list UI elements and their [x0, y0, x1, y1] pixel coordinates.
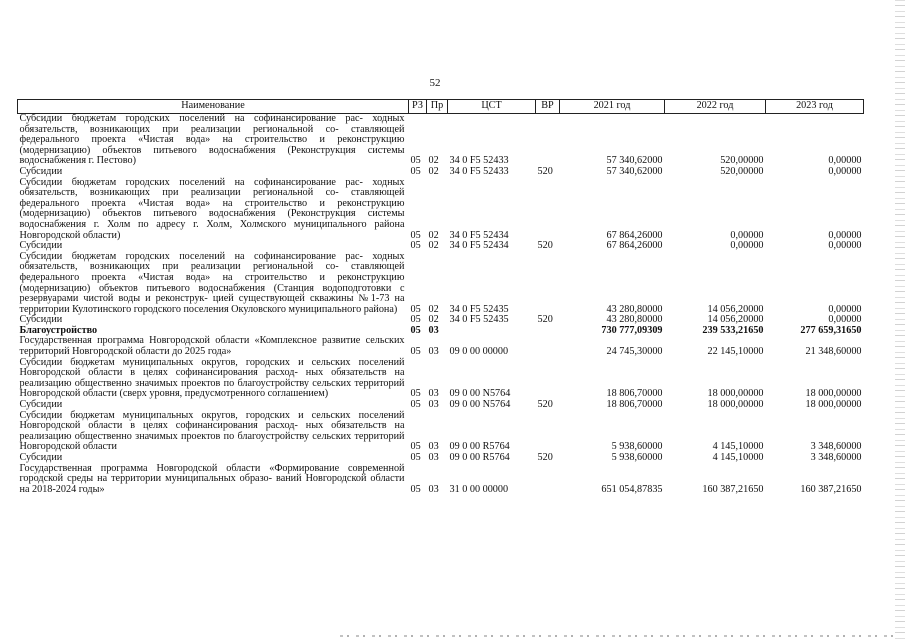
- cell-vr: 520: [537, 165, 553, 177]
- cell-vr: [536, 358, 560, 400]
- header-2021: 2021 год: [560, 100, 665, 114]
- cell-cst: 09 0 00 N5764: [449, 399, 511, 411]
- cell-cst: 31 0 00 00000: [449, 483, 509, 495]
- cell-vr: [536, 411, 560, 453]
- cell-rz: 05: [410, 346, 421, 358]
- table-row: [18, 358, 864, 400]
- cell-name: Субсидии: [19, 399, 63, 411]
- cell-name: Государственная программа Новгородской области «Комплексное развитие сельских территорий Новгородской области до 2025 года»: [19, 335, 405, 358]
- cell-2023: 3 348,60000: [810, 441, 862, 453]
- cell-2022: 239 533,21650: [702, 324, 764, 336]
- budget-table: [17, 99, 864, 495]
- cell-vr: 520: [537, 314, 553, 326]
- cell-rz: 05: [410, 303, 421, 315]
- cell-vr: 520: [537, 452, 553, 463]
- header-cst: ЦСТ: [448, 100, 536, 114]
- cell-pr: 02: [428, 229, 439, 241]
- cell-rz: 05: [410, 441, 421, 453]
- cell-cst: 09 0 00 00000: [449, 346, 509, 358]
- cell-2023: 0,00000: [828, 303, 862, 315]
- cell-pr: 03: [428, 399, 439, 411]
- cell-2023: 0,00000: [828, 155, 862, 167]
- table-row: [18, 336, 864, 357]
- cell-cst: 34 0 F5 52435: [449, 303, 509, 315]
- cell-name: Субсидии: [19, 452, 63, 463]
- header-pr: Пр: [427, 100, 448, 114]
- cell-2022: 0,00000: [730, 229, 764, 241]
- cell-2021: 18 806,70000: [606, 399, 663, 411]
- cell-2022: 520,00000: [720, 155, 764, 167]
- cell-name: Субсидии бюджетам городских поселений на софинансирование рас- ходных обязательств, возникающих при реализации региональной со- ставляющей федерального проекта «Чистая вода» на строительство и реконструкцию (модернизацию) объектов питьевого водоснабжения (Реконструкция системы водоснабжения г. Холм по адресу г. Холм, Холмского муниципального района Новгородской области): [19, 176, 405, 241]
- cell-name: Субсидии бюджетам муниципальных округов, городских и сельских поселений Новгородской области в целях софинансирования расход- ных обязательств на реализацию общественно значимых проектов по благоустройству сельских территорий Новгородской области (сверх уровня, предусмотренного соглашением): [19, 356, 405, 400]
- table-row: [18, 114, 864, 167]
- cell-cst: 34 0 F5 52435: [449, 314, 509, 326]
- cell-vr: [536, 326, 560, 337]
- table-row: [18, 167, 864, 178]
- cell-2021: 5 938,60000: [611, 452, 663, 463]
- cell-rz: 05: [410, 399, 421, 411]
- cell-2023: 18 000,00000: [805, 388, 862, 400]
- cell-2022: 4 145,10000: [712, 452, 764, 463]
- cell-name: Благоустройство: [19, 324, 98, 336]
- cell-rz: 05: [410, 452, 421, 463]
- cell-2022: 14 056,20000: [707, 314, 764, 326]
- cell-2021: 5 938,60000: [611, 441, 663, 453]
- cell-pr: 03: [428, 324, 439, 336]
- cell-2023: 277 659,31650: [800, 324, 862, 336]
- cell-cst: 09 0 00 R5764: [449, 441, 510, 453]
- cell-2022: 4 145,10000: [712, 441, 764, 453]
- cell-pr: 03: [428, 388, 439, 400]
- table-row: [18, 464, 864, 496]
- cell-2022: 520,00000: [720, 165, 764, 177]
- cell-cst: 09 0 00 N5764: [449, 388, 511, 400]
- cell-vr: 520: [537, 399, 553, 411]
- cell-2022: 160 387,21650: [702, 483, 764, 495]
- cell-cst: 09 0 00 R5764: [449, 452, 510, 463]
- cell-2021: 43 280,80000: [606, 303, 663, 315]
- cell-rz: 05: [410, 165, 421, 177]
- cell-pr: 03: [428, 346, 439, 358]
- cell-vr: [536, 252, 560, 316]
- cell-name: Субсидии: [19, 240, 63, 252]
- header-2023: 2023 год: [766, 100, 864, 114]
- cell-2021: 57 340,62000: [606, 165, 663, 177]
- cell-2021: 730 777,09309: [601, 324, 663, 336]
- table-row: [18, 178, 864, 242]
- cell-cst: 34 0 F5 52433: [449, 165, 509, 177]
- cell-rz: 05: [410, 155, 421, 167]
- cell-name: Субсидии бюджетам городских поселений на софинансирование рас- ходных обязательств, возникающих при реализации региональной со- ставляющей федерального проекта «Чистая вода» на строительство и реконструкцию (модернизацию) объектов питьевого водоснабжения (Станция водоподготовки с резервуарами чистой воды и реконструк- цией существующей скважины №1-73 на территории Кулотинского городского поселения Окуловского муниципального района): [19, 250, 405, 315]
- cell-rz: 05: [410, 388, 421, 400]
- header-rz: РЗ: [409, 100, 427, 114]
- cell-2021: 67 864,26000: [606, 229, 663, 241]
- cell-2022: 0,00000: [730, 240, 764, 252]
- cell-pr: 03: [428, 483, 439, 495]
- cell-cst: 34 0 F5 52434: [449, 240, 509, 252]
- cell-pr: 02: [428, 314, 439, 326]
- cell-rz: 05: [410, 483, 421, 495]
- cell-vr: [536, 464, 560, 496]
- cell-2022: 22 145,10000: [707, 346, 764, 358]
- table-row: [18, 411, 864, 453]
- header-vr: ВР: [536, 100, 560, 114]
- cell-2023: 160 387,21650: [800, 483, 862, 495]
- cell-name: Субсидии бюджетам муниципальных округов, городских и сельских поселений Новгородской области в целях софинансирования расход- ных обязательств на реализацию общественно значимых проектов по благоустройству сельских территорий Новгородской области: [19, 409, 405, 453]
- scan-bottom-artifact: [340, 635, 900, 637]
- table-row: [18, 453, 864, 464]
- cell-rz: 05: [410, 229, 421, 241]
- cell-2021: 43 280,80000: [606, 314, 663, 326]
- cell-pr: 02: [428, 303, 439, 315]
- cell-2023: 0,00000: [828, 165, 862, 177]
- header-2022: 2022 год: [665, 100, 766, 114]
- cell-2022: 18 000,00000: [707, 399, 764, 411]
- cell-pr: 02: [428, 155, 439, 167]
- cell-rz: 05: [410, 240, 421, 252]
- header-name: Наименование: [18, 100, 409, 114]
- cell-vr: 520: [537, 240, 553, 252]
- cell-2021: 18 806,70000: [606, 388, 663, 400]
- cell-2021: 67 864,26000: [606, 240, 663, 252]
- cell-vr: [536, 114, 560, 167]
- cell-vr: [536, 178, 560, 242]
- page-number: 52: [429, 77, 441, 89]
- cell-2021: 57 340,62000: [606, 155, 663, 167]
- table-body: [18, 114, 864, 496]
- cell-2022: 18 000,00000: [707, 388, 764, 400]
- cell-pr: 02: [428, 165, 439, 177]
- cell-name: Государственная программа Новгородской области «Формирование современной городской среды на территории муниципальных образо- ваний Новгородской области на 2018-2024 годы»: [19, 462, 405, 495]
- cell-2022: 14 056,20000: [707, 303, 764, 315]
- cell-2021: 24 745,30000: [606, 346, 663, 358]
- cell-2023: 0,00000: [828, 314, 862, 326]
- cell-2023: 3 348,60000: [810, 452, 862, 463]
- cell-cst: [448, 326, 536, 337]
- cell-pr: 02: [428, 240, 439, 252]
- cell-cst: 34 0 F5 52433: [449, 155, 509, 167]
- cell-2023: 0,00000: [828, 240, 862, 252]
- cell-name: Субсидии: [19, 314, 63, 326]
- cell-rz: 05: [410, 324, 421, 336]
- cell-name: Субсидии бюджетам городских поселений на софинансирование рас- ходных обязательств, возникающих при реализации региональной со- ставляющей федерального проекта «Чистая вода» на строительство и реконструкцию (модернизацию) объектов питьевого водоснабжения (Реконструкция системы водоснабжения г. Пестово): [19, 113, 405, 167]
- cell-2023: 18 000,00000: [805, 399, 862, 411]
- cell-name: Субсидии: [19, 165, 63, 177]
- cell-2023: 21 348,60000: [805, 346, 862, 358]
- cell-2021: 651 054,87835: [601, 483, 663, 495]
- scan-edge-artifact: [895, 0, 905, 640]
- cell-pr: 03: [428, 441, 439, 453]
- cell-pr: 03: [428, 452, 439, 463]
- cell-2023: 0,00000: [828, 229, 862, 241]
- table-row: [18, 252, 864, 316]
- cell-vr: [536, 336, 560, 357]
- table-header-row: [18, 100, 864, 114]
- cell-cst: 34 0 F5 52434: [449, 229, 509, 241]
- cell-rz: 05: [410, 314, 421, 326]
